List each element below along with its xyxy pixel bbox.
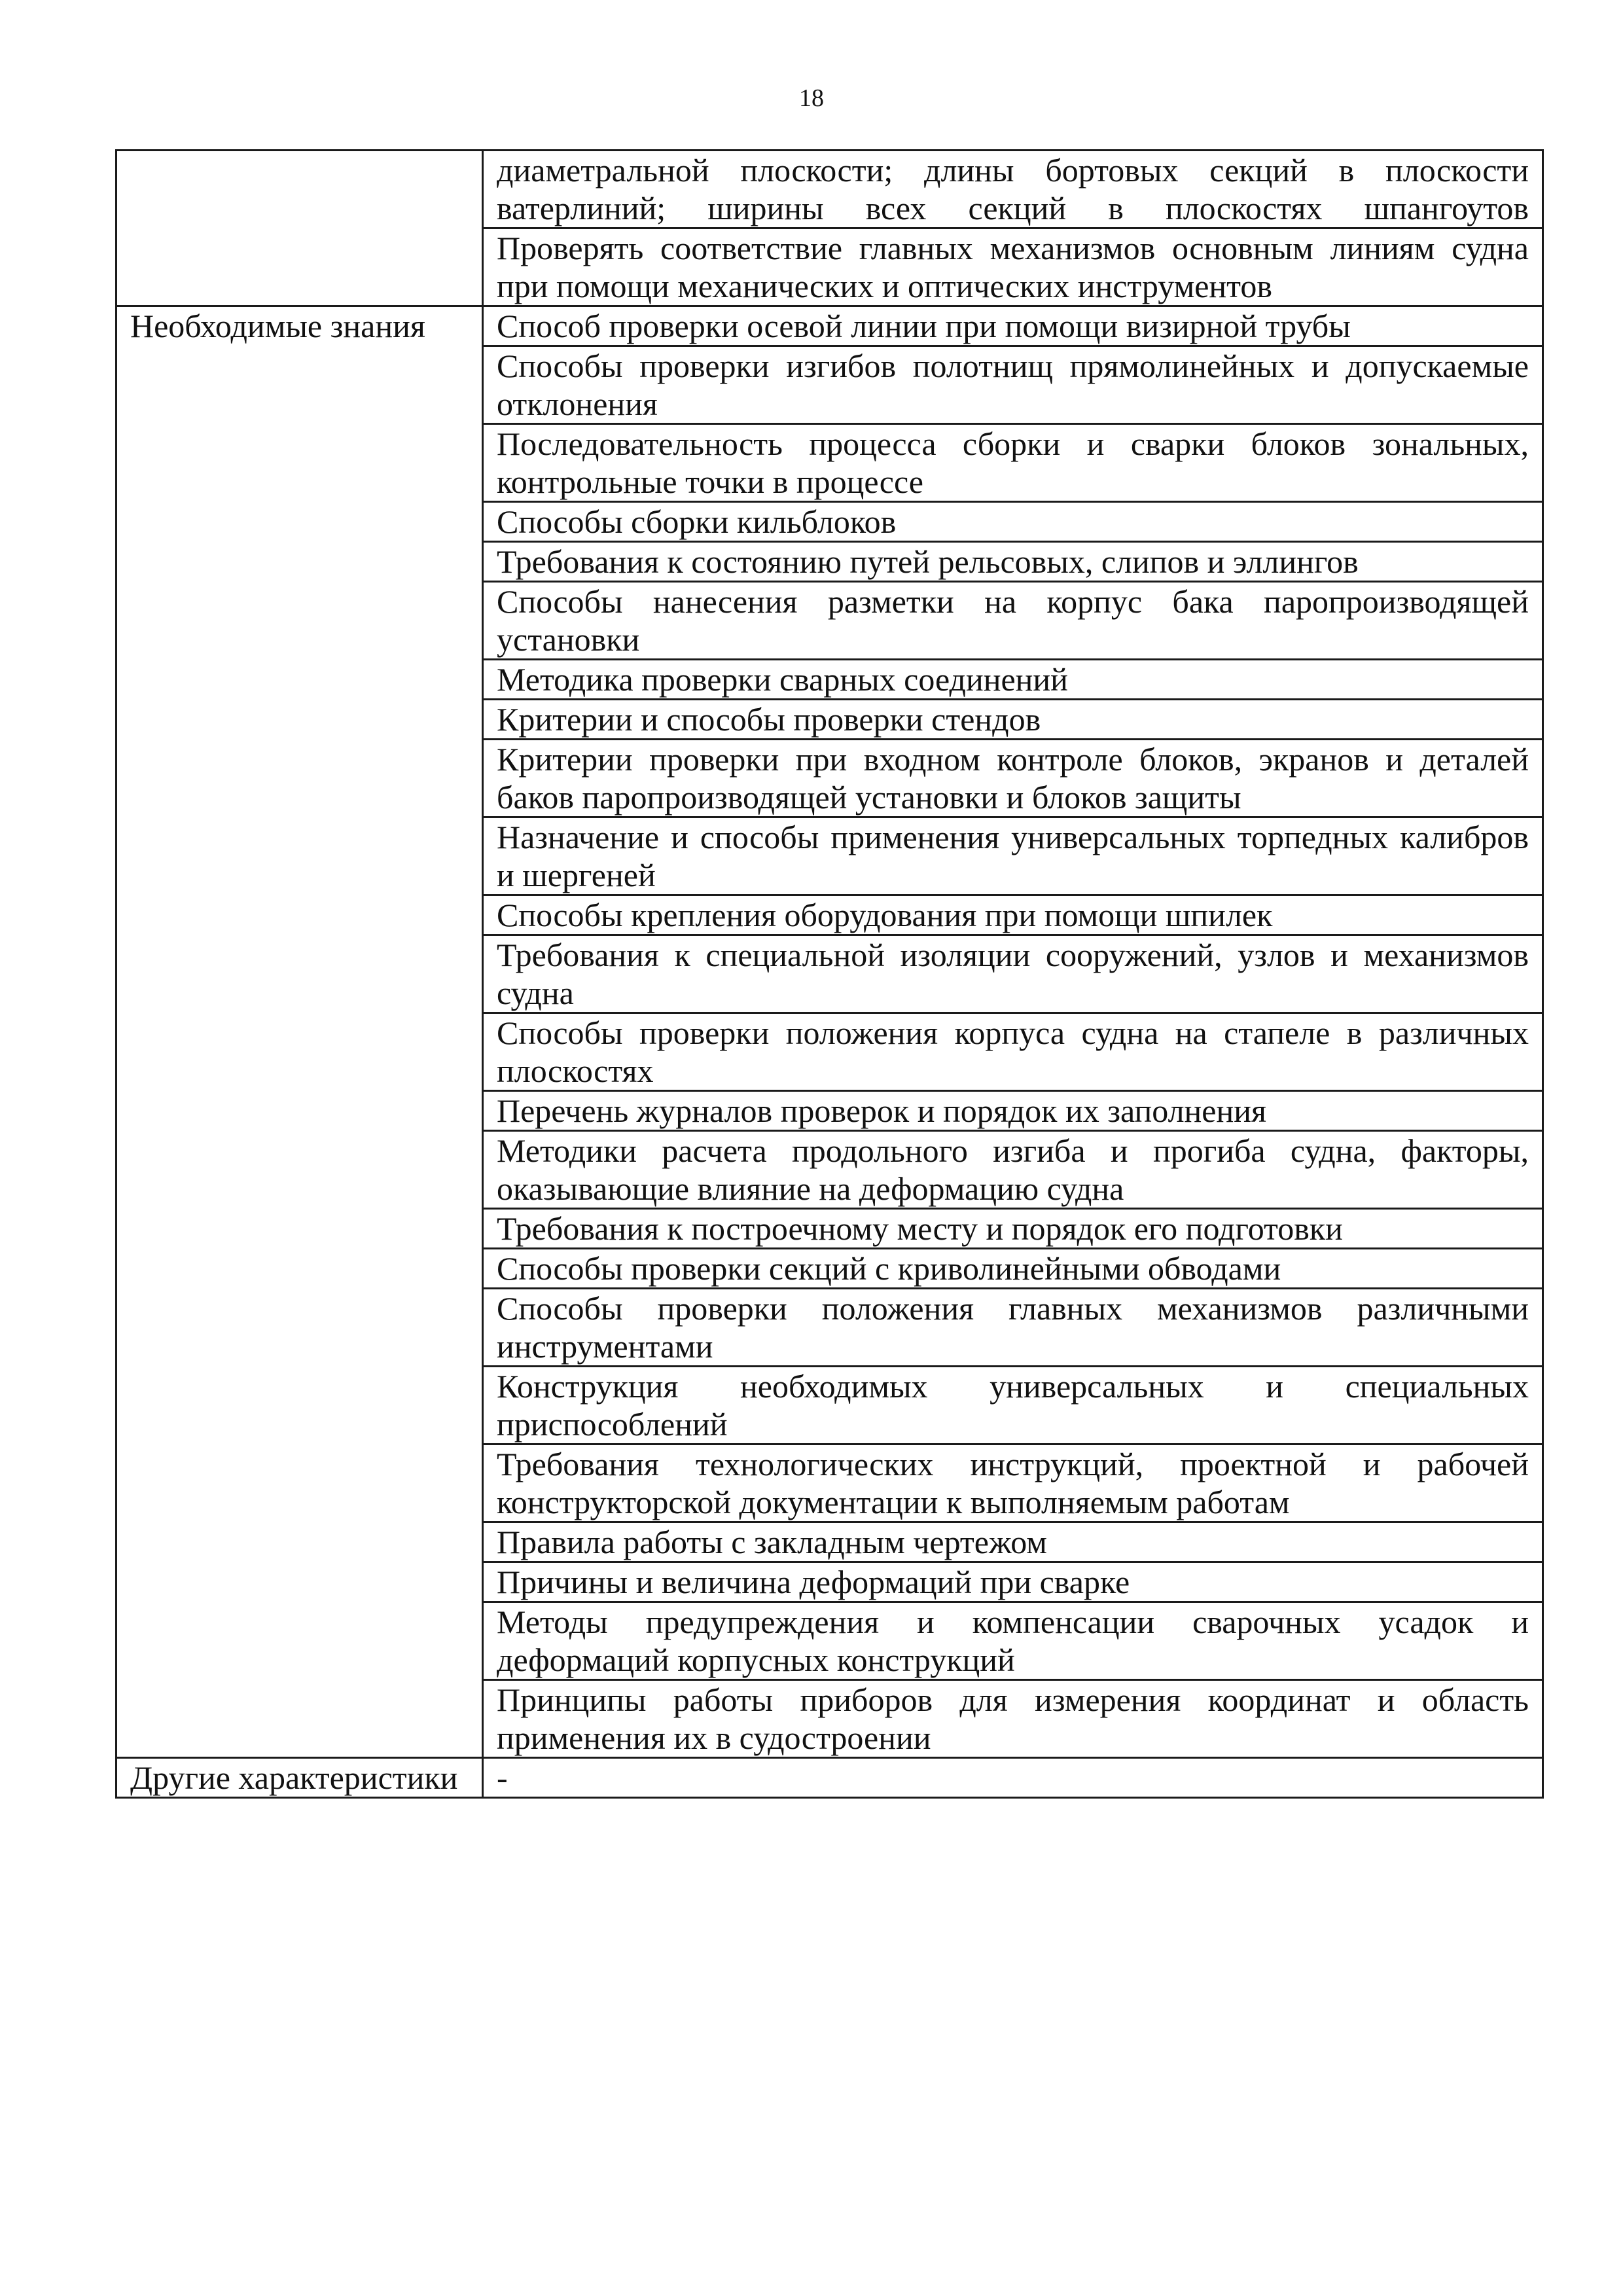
table-body bbox=[116, 151, 1543, 1798]
page-number: 18 bbox=[799, 84, 824, 112]
table-cell: Конструкция необходимых универсальных и специальных приспособлений bbox=[483, 1367, 1543, 1444]
other-characteristics-label: Другие характеристики bbox=[116, 1758, 483, 1798]
table-cell: Требования к построечному месту и порядок его подготовки bbox=[483, 1209, 1543, 1249]
table-cell: Способы проверки положения главных механизмов различными инструментами bbox=[483, 1289, 1543, 1367]
table-cell: диаметральной плоскости; длины бортовых секций в плоскости ватерлиний; ширины всех секций в плоскостях шпангоутов bbox=[483, 151, 1543, 228]
table-cell: Способы сборки кильблоков bbox=[483, 502, 1543, 542]
table-cell: Требования технологических инструкций, проектной и рабочей конструкторской документации к выполняемым работам bbox=[483, 1444, 1543, 1522]
table-cell: Принципы работы приборов для измерения координат и область применения их в судостроении bbox=[483, 1680, 1543, 1758]
table-cell: Способ проверки осевой линии при помощи визирной трубы bbox=[483, 306, 1543, 346]
table-cell: Способы проверки изгибов полотнищ прямолинейных и допускаемые отклонения bbox=[483, 346, 1543, 424]
continuation-label-cell bbox=[116, 151, 483, 306]
table-cell: Причины и величина деформаций при сварке bbox=[483, 1562, 1543, 1602]
table-cell: Методы предупреждения и компенсации сварочных усадок и деформаций корпусных конструкций bbox=[483, 1602, 1543, 1680]
table-cell: Правила работы с закладным чертежом bbox=[483, 1522, 1543, 1562]
table-cell: Способы проверки секций с криволинейными обводами bbox=[483, 1249, 1543, 1289]
table-row bbox=[116, 306, 1543, 346]
table-cell: Последовательность процесса сборки и сварки блоков зональных, контрольные точки в процессе bbox=[483, 424, 1543, 502]
knowledge-label: Необходимые знания bbox=[116, 306, 483, 1758]
table-cell: Критерии и способы проверки стендов bbox=[483, 700, 1543, 740]
table-row bbox=[116, 151, 1543, 228]
table-cell: Способы нанесения разметки на корпус бака паропроизводящей установки bbox=[483, 582, 1543, 660]
table-cell: Требования к состоянию путей рельсовых, слипов и эллингов bbox=[483, 542, 1543, 582]
table-cell: Методика проверки сварных соединений bbox=[483, 660, 1543, 700]
table-cell: Требования к специальной изоляции сооружений, узлов и механизмов судна bbox=[483, 935, 1543, 1013]
table-cell: Методики расчета продольного изгиба и прогиба судна, факторы, оказывающие влияние на деформацию судна bbox=[483, 1131, 1543, 1209]
table-cell: Способы проверки положения корпуса судна на стапеле в различных плоскостях bbox=[483, 1013, 1543, 1091]
competency-table bbox=[115, 149, 1544, 1799]
table-cell: Способы крепления оборудования при помощи шпилек bbox=[483, 895, 1543, 935]
table-row bbox=[116, 1758, 1543, 1798]
table-cell: Перечень журналов проверок и порядок их заполнения bbox=[483, 1091, 1543, 1131]
other-characteristics-value: - bbox=[483, 1758, 1543, 1798]
table-cell: Назначение и способы применения универсальных торпедных калибров и шергеней bbox=[483, 817, 1543, 895]
table-cell: Проверять соответствие главных механизмов основным линиям судна при помощи механических и оптических инструментов bbox=[483, 228, 1543, 306]
table-cell: Критерии проверки при входном контроле блоков, экранов и деталей баков паропроизводящей установки и блоков защиты bbox=[483, 740, 1543, 817]
